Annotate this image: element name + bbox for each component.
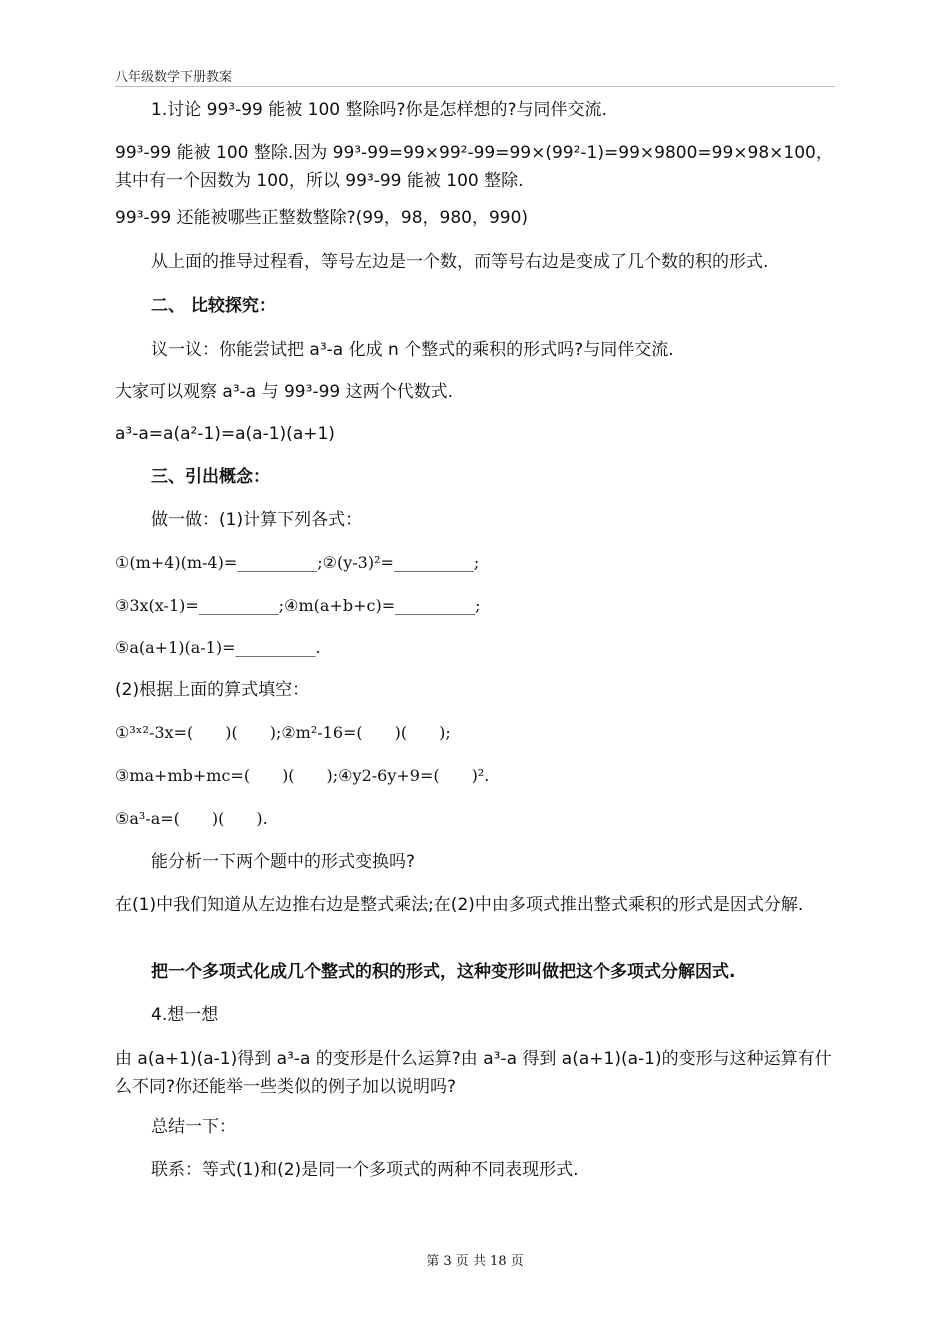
paragraph-11: ①(m+4)(m-4)=__________;②(y-3)²=__________; [115,553,480,572]
page-footer: 第 3 页 共 18 页 [426,1254,524,1269]
paragraph-2: 99³-99 能被 100 整除.因为 99³-99=99×99²-99=99×(99²-1)=99×9800=99×98×100，其中有一个因数为 100，所以 99³-99 能被 100 整除. [115,143,833,191]
paragraph-16: ③ma+mb+mc=( )( );④y2-6y+9=( )². [115,766,490,785]
paragraph-10: 做一做：(1)计算下列各式： [151,510,363,530]
paragraph-5: 二、 比较探究： [151,296,276,316]
paragraph-9: 三、引出概念： [151,467,270,487]
paragraph-20: 把一个多项式化成几个整式的积的形式，这种变形叫做把这个多项式分解因式. [151,962,736,982]
paragraph-22: 由 a(a+1)(a-1)得到 a³-a 的变形是什么运算?由 a³-a 得到 a(a+1)(a-1)的变形与这种运算有什么不同?你还能举一些类似的例子加以说明吗? [115,1049,832,1097]
paragraph-1: 1.讨论 99³-99 能被 100 整除吗?你是怎样想的?与同伴交流. [151,100,607,120]
paragraph-8: a³-a=a(a²-1)=a(a-1)(a+1) [115,424,335,444]
paragraph-4: 从上面的推导过程看，等号左边是一个数，而等号右边是变成了几个数的积的形式. [151,252,769,272]
paragraph-24: 联系：等式(1)和(2)是同一个多项式的两种不同表现形式. [151,1160,579,1180]
paragraph-21: 4.想一想 [151,1005,219,1025]
paragraph-12: ③3x(x-1)=__________;④m(a+b+c)=__________; [115,596,481,615]
paragraph-13: ⑤a(a+1)(a-1)=__________. [115,638,321,657]
paragraph-18: 能分析一下两个题中的形式变换吗? [151,852,416,872]
page-header: 八年级数学下册教案 [115,70,233,85]
paragraph-6: 议一议：你能尝试把 a³-a 化成 n 个整式的乘积的形式吗?与同伴交流. [151,340,674,360]
paragraph-15: ①³ˣ²-3x=( )( );②m²-16=( )( ); [115,723,451,742]
paragraph-7: 大家可以观察 a³-a 与 99³-99 这两个代数式. [115,382,454,402]
paragraph-23: 总结一下： [151,1117,236,1137]
paragraph-19: 在(1)中我们知道从左边推右边是整式乘法;在(2)中由多项式推出整式乘积的形式是因式分解. [115,895,804,915]
paragraph-17: ⑤a³-a=( )( ). [115,809,268,828]
header-rule [115,86,835,87]
paragraph-3: 99³-99 还能被哪些正整数整除?(99，98，980，990) [115,208,529,228]
paragraph-14: (2)根据上面的算式填空： [115,680,310,700]
